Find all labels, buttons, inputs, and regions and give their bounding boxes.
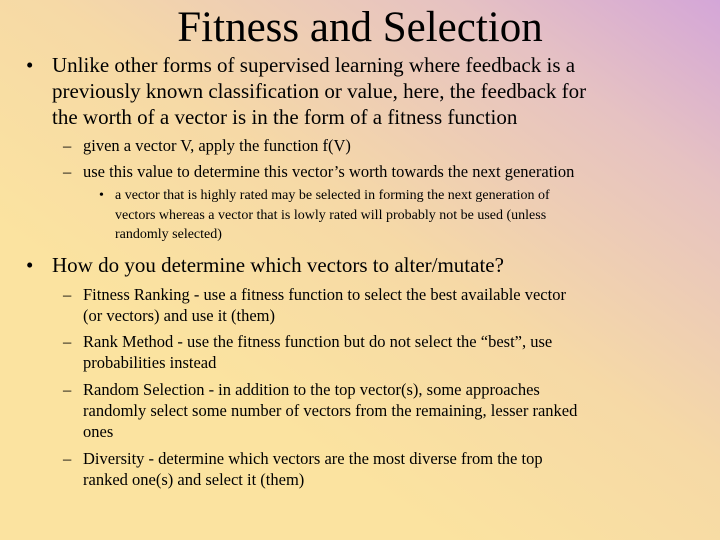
sub-bullet-use-value: [63, 161, 575, 182]
sub-sub-bullet-line: randomly selected): [115, 227, 222, 242]
sub-bullet-line: Random Selection - in addition to the top vector(s), some approaches: [83, 380, 540, 399]
dash-icon: –: [63, 136, 72, 155]
dash-icon: –: [63, 380, 72, 399]
sub-bullet-line: given a vector V, apply the function f(V): [83, 136, 351, 155]
sub-bullet-line: Diversity - determine which vectors are the most diverse from the top: [83, 449, 543, 468]
sub-bullet-line: randomly select some number of vectors from the remaining, lesser ranked: [83, 401, 578, 420]
bullet-line: Unlike other forms of supervised learning where feedback is a: [52, 53, 576, 77]
sub-bullet-apply-function: [63, 135, 351, 156]
sub-bullet-random-selection: [63, 379, 578, 442]
sub-sub-bullet-line: a vector that is highly rated may be selected in forming the next generation of: [115, 188, 550, 203]
bullet-line: How do you determine which vectors to alter/mutate?: [52, 253, 504, 277]
sub-bullet-line: Rank Method - use the fitness function but do not select the “best”, use: [83, 332, 553, 351]
bullet-line: previously known classification or value, here, the feedback for: [52, 79, 587, 103]
dash-icon: –: [63, 449, 72, 468]
bullet-icon: •: [99, 188, 104, 203]
bullet-icon: •: [26, 53, 34, 77]
slide-title: Fitness and Selection: [177, 4, 543, 51]
sub-sub-bullet-line: vectors whereas a vector that is lowly rated will probably not be used (unless: [115, 207, 547, 223]
sub-bullet-fitness-ranking: [63, 284, 566, 326]
sub-bullet-rank-method: [63, 331, 553, 373]
dash-icon: –: [63, 332, 72, 351]
sub-bullet-line: use this value to determine this vector’s worth towards the next generation: [83, 162, 575, 181]
bullet-supervised-learning: [26, 52, 587, 130]
bullet-how-to-determine: [26, 252, 504, 278]
sub-bullet-line: probabilities instead: [83, 353, 217, 372]
sub-bullet-line: ones: [83, 422, 114, 441]
sub-bullet-line: (or vectors) and use it (them): [83, 306, 275, 325]
sub-bullet-diversity: [63, 448, 543, 490]
bullet-icon: •: [26, 253, 34, 277]
sub-bullet-line: Fitness Ranking - use a fitness function to select the best available vector: [83, 285, 566, 304]
bullet-line: the worth of a vector is in the form of a fitness function: [52, 105, 518, 129]
dash-icon: –: [63, 162, 72, 181]
dash-icon: –: [63, 285, 72, 304]
sub-bullet-line: ranked one(s) and select it (them): [83, 470, 305, 489]
sub-sub-bullet-highly-rated: [99, 186, 550, 245]
